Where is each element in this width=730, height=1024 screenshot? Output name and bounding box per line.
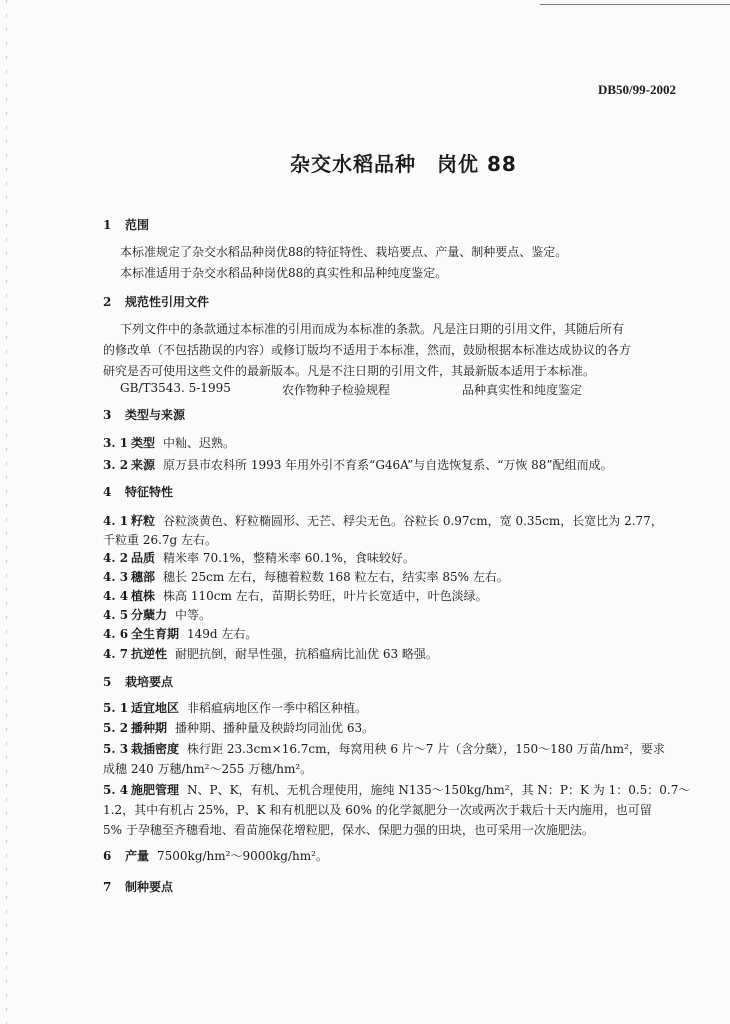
- item-5-4-cont-2: 5% 于孕穗至齐穗看地、看苗施保花增粒肥，保水、保肥力强的田块，也可采用一次施肥法。: [103, 823, 594, 837]
- item-4-6: 4. 6 全生育期 149d 左右。: [103, 627, 258, 641]
- reference-code: GB/T3543. 5-1995: [120, 381, 231, 395]
- item-5-4-cont-1: 1.2，其中有机占 25%，P、K 和有机肥以及 60% 的化学氮肥分一次或两次于栽后十天内施用，也可留: [103, 803, 652, 817]
- item-5-3: 5. 3 栽插密度 株行距 23.3cm×16.7cm，每窝用秧 6 片～7 片（含分蘖），150～180 万苗/hm²，要求: [103, 742, 665, 756]
- top-rule: [540, 4, 730, 5]
- item-4-2: 4. 2 品质 精米率 70.1%，整精米率 60.1%，食味较好。: [103, 551, 415, 565]
- section-6-line: 6 产量 7500kg/hm²～9000kg/hm²。: [103, 849, 328, 863]
- section-3-heading: 3 类型与来源: [103, 408, 186, 422]
- item-4-3: 4. 3 穗部 穗长 25cm 左右，每穗着粒数 168 粒左右，结实率 85% 左右。: [103, 570, 509, 584]
- section-2-line-3: 研究是否可使用这些文件的最新版本。凡是不注日期的引用文件，其最新版本适用于本标准。: [103, 364, 596, 378]
- item-4-1: 4. 1 籽粒 谷粒淡黄色、籽粒椭圆形、无芒、稃尖无色。谷粒长 0.97cm，宽 0.35cm，长宽比为 2.77，: [103, 514, 663, 528]
- item-5-4: 5. 4 施肥管理 N、P、K，有机、无机合理使用，施纯 N135～150kg/hm²，其 N：P：K 为 1：0.5：0.7～: [103, 783, 691, 797]
- section-7-heading: 7 制种要点: [103, 880, 174, 894]
- item-4-1-cont: 千粒重 26.7g 左右。: [103, 533, 218, 547]
- item-3-1: 3. 1 类型 中籼、迟熟。: [103, 436, 236, 450]
- reference-name: 农作物种子检验规程: [282, 383, 391, 397]
- section-1-heading: 1 范围: [103, 218, 150, 232]
- section-2-heading: 2 规范性引用文件: [103, 295, 210, 309]
- item-4-5: 4. 5 分蘖力 中等。: [103, 608, 212, 622]
- section-1-line-1: 本标准规定了杂交水稻品种岗优88的特征特性、栽培要点、产量、制种要点、鉴定。: [120, 245, 568, 259]
- reference-part: 品种真实性和纯度鉴定: [462, 383, 583, 397]
- item-5-2: 5. 2 播种期 播种期、播种量及秧龄均同汕优 63。: [103, 721, 375, 735]
- item-4-4: 4. 4 植株 株高 110cm 左右，苗期长势旺，叶片长宽适中，叶色淡绿。: [103, 589, 488, 603]
- section-2-line-1: 下列文件中的条款通过本标准的引用而成为本标准的条款。凡是注日期的引用文件，其随后所有: [120, 322, 625, 336]
- section-4-heading: 4 特征特性: [103, 485, 174, 499]
- section-2-line-2: 的修改单（不包括勘误的内容）或修订版均不适用于本标准，然而，鼓励根据本标准达成协议的各方: [103, 343, 632, 357]
- page-title: 杂交水稻品种 岗优 88: [290, 152, 517, 176]
- item-4-7: 4. 7 抗逆性 耐肥抗倒，耐旱性强，抗稻瘟病比汕优 63 略强。: [103, 647, 438, 661]
- standard-code: DB50/99-2002: [598, 82, 676, 97]
- section-1-line-2: 本标准适用于杂交水稻品种岗优88的真实性和品种纯度鉴定。: [120, 266, 448, 280]
- item-3-2: 3. 2 来源 原万县市农科所 1993 年用外引不育系“G46A”与自选恢复系、“万恢 88”配组而成。: [103, 458, 613, 472]
- section-5-heading: 5 栽培要点: [103, 675, 174, 689]
- item-5-1: 5. 1 适宜地区 非稻瘟病地区作一季中稻区种植。: [103, 701, 368, 715]
- item-5-3-cont: 成穗 240 万穗/hm²～255 万穗/hm²。: [103, 762, 313, 776]
- binding-edge-marks: [6, 0, 7, 1024]
